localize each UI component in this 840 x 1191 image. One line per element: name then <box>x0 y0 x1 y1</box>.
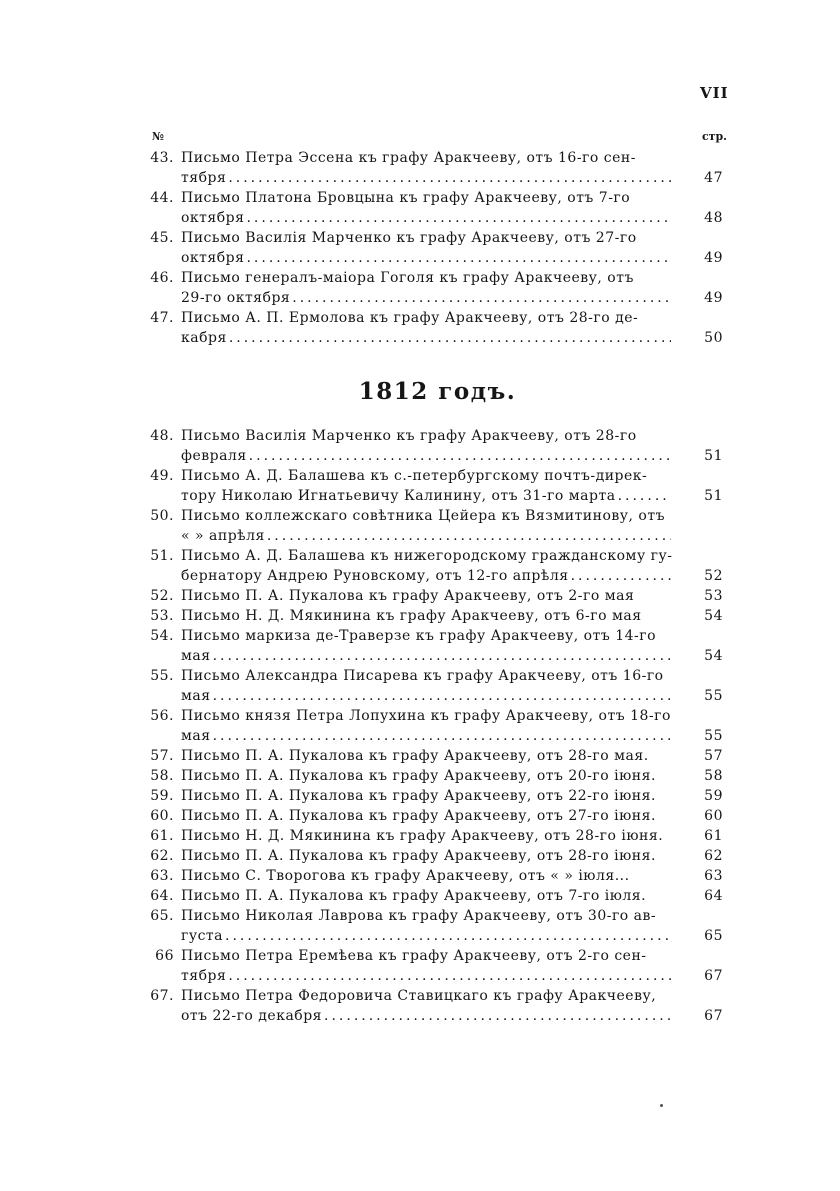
toc-entry <box>148 546 727 586</box>
entry-page-number: 47 <box>704 170 723 186</box>
entry-continuation-line <box>148 726 727 746</box>
entry-number: 43. <box>150 150 174 166</box>
entry-continuation-line <box>148 486 727 506</box>
entry-title-line: Письмо П. А. Пукалова къ графу Аракчееву, отъ 28-го іюня. <box>181 848 656 864</box>
entry-title-line: Письмо Василія Марченко къ графу Аракчееву, отъ 28-го <box>181 428 637 444</box>
dot-leader <box>211 646 671 666</box>
dot-leader <box>244 208 671 228</box>
entry-page-number: 62 <box>704 848 723 864</box>
entry-title-line: Письмо Петра Федоровича Ставицкаго къ графу Аракчееву, <box>181 988 657 1004</box>
entry-page-number: 54 <box>704 608 723 624</box>
toc-entry <box>148 886 727 906</box>
entry-continuation-line <box>148 526 727 546</box>
entry-title-continuation: тября <box>181 968 227 984</box>
entry-title-continuation: октября <box>181 250 245 266</box>
entry-page-number: 51 <box>704 488 723 504</box>
toc-entry <box>148 606 727 626</box>
entry-title-line: Письмо А. Д. Балашева къ с.-петербургскому почтъ-дирек- <box>181 468 648 484</box>
toc-entry <box>148 946 727 986</box>
entry-title-continuation: тору Николаю Игнатьевичу Калинину, отъ 31-го марта <box>181 488 616 504</box>
entry-number: 50. <box>150 508 174 524</box>
entry-number: 66 <box>155 948 174 964</box>
paper-speck <box>660 1104 663 1107</box>
toc-entry <box>148 846 727 866</box>
entry-number: 63. <box>150 868 174 884</box>
entry-title-line: Письмо маркиза де-Траверзе къ графу Аракчееву, отъ 14-го <box>181 628 657 644</box>
entry-number: 61. <box>150 828 174 844</box>
entry-number: 49. <box>150 468 174 484</box>
entry-title-continuation: 29-го октября <box>181 290 291 306</box>
entry-page-number: 67 <box>704 968 723 984</box>
toc-entry <box>148 188 727 228</box>
entry-page-number: 54 <box>704 648 723 664</box>
entry-title-line: Письмо П. А. Пукалова къ графу Аракчееву, отъ 20-го іюня. <box>181 768 656 784</box>
entry-title-line: Письмо А. П. Ермолова къ графу Аракчееву, отъ 28-го де- <box>181 310 639 326</box>
entry-number: 53. <box>150 608 174 624</box>
entry-page-number: 67 <box>704 1008 723 1024</box>
dot-leader <box>247 446 671 466</box>
dot-leader <box>223 926 671 946</box>
toc-entry <box>148 506 727 546</box>
entry-number: 67. <box>150 988 174 1004</box>
entry-title-line: Письмо С. Творогова къ графу Аракчееву, отъ « » іюля... <box>181 868 630 884</box>
entry-title-continuation: тября <box>181 170 227 186</box>
dot-leader <box>265 526 671 546</box>
toc-entry <box>148 148 727 188</box>
entry-number: 60. <box>150 808 174 824</box>
toc-entry <box>148 806 727 826</box>
entry-page-number: 48 <box>704 210 723 226</box>
entry-page-number: 51 <box>704 448 723 464</box>
entry-page-number: 49 <box>704 250 723 266</box>
entry-title-continuation: кабря <box>181 330 227 346</box>
entry-title-line: Письмо П. А. Пукалова къ графу Аракчееву, отъ 7-го іюля. <box>181 888 647 904</box>
toc-entry <box>148 826 727 846</box>
entry-number: 47. <box>150 310 174 326</box>
toc-entry <box>148 308 727 348</box>
section-title-1812: 1812 годъ. <box>358 378 517 405</box>
entry-title-continuation: бернатору Андрею Руновскому, отъ 12-го апрѣля <box>181 568 569 584</box>
entry-number: 52. <box>150 588 174 604</box>
toc-entry <box>148 626 727 666</box>
entry-page-number: 49 <box>704 290 723 306</box>
entry-continuation-line <box>148 208 727 228</box>
entry-title-continuation: « » апрѣля <box>181 528 265 544</box>
entry-title-continuation: февраля <box>181 448 247 464</box>
entry-title-continuation: мая <box>181 688 211 704</box>
entry-page-number: 50 <box>704 330 723 346</box>
toc-entry <box>148 866 727 886</box>
entry-page-number: 63 <box>704 868 723 884</box>
entry-number: 54. <box>150 628 174 644</box>
entry-page-number: 60 <box>704 808 723 824</box>
entry-number: 56. <box>150 708 174 724</box>
entry-title-line: Письмо Платона Бровцына къ графу Аракчееву, отъ 7-го <box>181 190 631 206</box>
column-headers <box>148 130 727 150</box>
entry-title-line: Письмо Петра Эссена къ графу Аракчееву, отъ 16-го сен- <box>181 150 636 166</box>
entry-page-number: 55 <box>704 728 723 744</box>
dot-leader <box>211 686 671 706</box>
toc-entry <box>148 986 727 1026</box>
toc-entry <box>148 906 727 946</box>
entry-continuation-line <box>148 248 727 268</box>
entry-title-continuation: густа <box>181 928 224 944</box>
entry-title-line: Письмо П. А. Пукалова къ графу Аракчееву, отъ 27-го іюня. <box>181 808 656 824</box>
toc-entry <box>148 746 727 766</box>
dot-leader <box>290 288 671 308</box>
entry-title-continuation: мая <box>181 648 211 664</box>
entry-title-continuation: октября <box>181 210 245 226</box>
entry-page-number: 53 <box>704 588 723 604</box>
entry-title-line: Письмо коллежскаго совѣтника Цейера къ Вязмитинову, отъ <box>181 508 665 524</box>
entry-continuation-line <box>148 566 727 586</box>
entry-title-continuation: мая <box>181 728 211 744</box>
entry-continuation-line <box>148 686 727 706</box>
dot-leader <box>211 726 671 746</box>
entry-number: 62. <box>150 848 174 864</box>
entry-continuation-line <box>148 646 727 666</box>
entry-continuation-line <box>148 926 727 946</box>
entry-number: 58. <box>150 768 174 784</box>
dot-leader <box>226 168 671 188</box>
toc-entry <box>148 426 727 466</box>
entry-title-line: Письмо Н. Д. Мякинина къ графу Аракчееву, отъ 28-го іюня. <box>181 828 664 844</box>
entry-number: 48. <box>150 428 174 444</box>
entry-title-line: Письмо А. Д. Балашева къ нижегородскому гражданскому гу- <box>181 548 673 564</box>
entry-title-line: Письмо Николая Лаврова къ графу Аракчееву, отъ 30-го ав- <box>181 908 657 924</box>
entry-title-line: Письмо П. А. Пукалова къ графу Аракчееву, отъ 22-го іюня. <box>181 788 656 804</box>
entry-continuation-line <box>148 966 727 986</box>
entry-continuation-line <box>148 446 727 466</box>
entry-page-number: 52 <box>704 568 723 584</box>
entry-number: 57. <box>150 748 174 764</box>
toc-entry <box>148 466 727 506</box>
entry-continuation-line <box>148 288 727 308</box>
entry-title-line: Письмо Н. Д. Мякинина къ графу Аракчееву, отъ 6-го мая <box>181 608 642 624</box>
entry-continuation-line <box>148 1006 727 1026</box>
entry-number: 45. <box>150 230 174 246</box>
page-column-header: стр. <box>701 130 727 143</box>
entry-title-line: Письмо Василія Марченко къ графу Аракчееву, отъ 27-го <box>181 230 637 246</box>
entry-page-number: 58 <box>704 768 723 784</box>
dot-leader <box>322 1006 671 1026</box>
dot-leader <box>226 966 671 986</box>
entry-title-line: Письмо генералъ-маіора Гоголя къ графу Аракчееву, отъ <box>181 270 634 286</box>
entry-page-number: 61 <box>704 828 723 844</box>
entry-number: 55. <box>150 668 174 684</box>
toc-entry <box>148 706 727 746</box>
entry-number: 46. <box>150 270 174 286</box>
entry-title-line: Письмо князя Петра Лопухина къ графу Аракчееву, отъ 18-го <box>181 708 671 724</box>
entry-title-line: Письмо П. А. Пукалова къ графу Аракчееву, отъ 28-го мая. <box>181 748 649 764</box>
toc-entry <box>148 786 727 806</box>
entry-page-number: 64 <box>704 888 723 904</box>
toc-entry <box>148 766 727 786</box>
entry-number: 59. <box>150 788 174 804</box>
entry-title-line: Письмо П. А. Пукалова къ графу Аракчееву, отъ 2-го мая <box>181 588 635 604</box>
toc-entry <box>148 586 727 606</box>
entry-number: 64. <box>150 888 174 904</box>
entry-number: 51. <box>150 548 174 564</box>
number-column-header: № <box>152 130 164 143</box>
dot-leader <box>569 566 671 586</box>
entry-number: 65. <box>150 908 174 924</box>
entry-title-line: Письмо Петра Еремѣева къ графу Аракчееву, отъ 2-го сен- <box>181 948 647 964</box>
dot-leader <box>227 328 671 348</box>
entry-page-number: 65 <box>704 928 723 944</box>
entry-page-number: 57 <box>704 748 723 764</box>
dot-leader <box>244 248 671 268</box>
toc-entry <box>148 666 727 706</box>
entry-continuation-line <box>148 168 727 188</box>
entry-page-number: 55 <box>704 688 723 704</box>
entry-number: 44. <box>150 190 174 206</box>
page-number: VII <box>700 84 729 102</box>
toc-section-1812 <box>148 426 727 1026</box>
entry-page-number: 59 <box>704 788 723 804</box>
entry-title-continuation: отъ 22-го декабря <box>181 1008 323 1024</box>
entry-title-line: Письмо Александра Писарева къ графу Аракчееву, отъ 16-го <box>181 668 664 684</box>
dot-leader <box>616 486 671 506</box>
entry-continuation-line <box>148 328 727 348</box>
toc-section-1811 <box>148 148 727 348</box>
toc-entry <box>148 228 727 268</box>
toc-entry <box>148 268 727 308</box>
